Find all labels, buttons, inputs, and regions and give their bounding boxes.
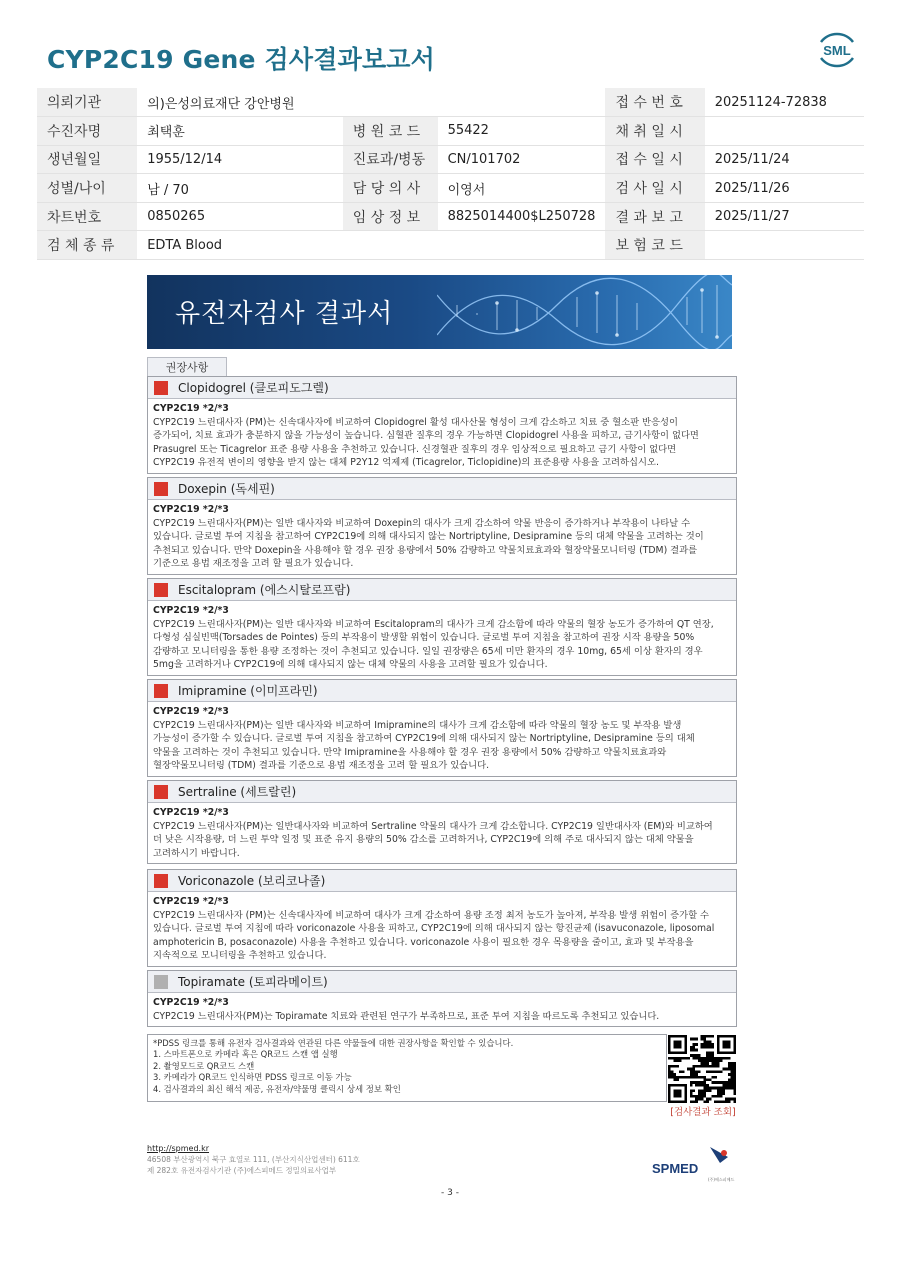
recommendation-header <box>148 377 736 399</box>
drug-name: Imipramine (이미프라민) <box>178 684 318 698</box>
recommendation-text-line: 있습니다. 글로벌 투여 지침에 따라 voriconazole 사용을 피하고, CYP2C19에 의해 대사되지 않는 항진균제 (isavuconazole, liposomal <box>153 923 715 934</box>
info-value: CN/101702 <box>438 145 606 174</box>
qr-code-icon[interactable] <box>668 1035 736 1103</box>
sml-logo-text: SML <box>823 43 851 58</box>
recommendation-body <box>148 892 736 966</box>
info-value: 이영서 <box>438 174 606 203</box>
result-banner <box>147 275 732 349</box>
info-value: 20251124-72838 <box>705 88 864 117</box>
info-value: 0850265 <box>137 202 343 231</box>
drug-name: Escitalopram (에스시탈로프람) <box>178 583 351 597</box>
info-value <box>705 231 864 260</box>
status-square-icon <box>154 583 168 597</box>
recommendation-text-line: 감량하고 모니터링을 통한 용량 조정하는 것이 추천되고 있습니다. 일일 권장량은 65세 미만 환자의 경우 10mg, 65세 이상 환자의 경우 <box>153 645 703 657</box>
genotype: CYP2C19 *2/*3 <box>153 706 229 717</box>
status-square-icon <box>154 785 168 799</box>
recommendation-text-line: 약물을 고려하는 것이 추천되고 있습니다. 만약 Imipramine을 사용해야 할 경우 권장 용량에서 50% 감량하고 약물치료효과와 <box>153 746 667 758</box>
recommendation-text-line: CYP2C19 느린대사자 (PM)는 신속대사자에 비교하여 Clopidogrel 활성 대사산물 형성이 크게 감소하고 치료 중 혈소판 반응성이 <box>153 416 678 428</box>
info-label: 보 험 코 드 <box>605 231 704 260</box>
sml-logo <box>815 28 859 72</box>
info-label: 의뢰기관 <box>37 88 137 117</box>
info-value: 2025/11/27 <box>705 202 864 231</box>
recommendation-header <box>148 971 736 993</box>
recommendation-section <box>147 970 737 1027</box>
drug-name: Doxepin (독세핀) <box>178 482 275 496</box>
info-label: 접 수 번 호 <box>605 88 704 117</box>
info-value: EDTA Blood <box>137 231 343 260</box>
info-row <box>37 145 864 174</box>
recommendation-body <box>148 702 736 776</box>
recommendation-text-line: CYP2C19 느린대사자(PM)는 Topiramate 치료와 관련된 연구가 부족하므로, 표준 투여 지침을 따르도록 추천되고 있습니다. <box>153 1010 660 1022</box>
info-value: 1955/12/14 <box>137 145 343 174</box>
info-row <box>37 231 864 260</box>
info-label: 임 상 정 보 <box>343 202 438 231</box>
recommendation-header <box>148 680 736 702</box>
genotype: CYP2C19 *2/*3 <box>153 807 229 818</box>
recommendation-text-line: CYP2C19 유전적 변이의 영향을 받지 않는 대체 P2Y12 억제제 (Ticagrelor, Ticlopidine)의 표준용량 사용을 고려하십시오. <box>153 457 659 468</box>
info-label: 결 과 보 고 <box>605 202 704 231</box>
recommendation-header <box>148 579 736 601</box>
recommendation-text-line: 더 낮은 시작용량, 더 느린 투약 일정 및 표준 유지 용량의 50% 감소를 고려하거나, CYP2C19에 의해 주로 대사되지 않는 대체 약물을 <box>153 834 694 845</box>
info-value: 남 / 70 <box>137 174 343 203</box>
recommendation-section <box>147 376 737 474</box>
info-label: 접 수 일 시 <box>605 145 704 174</box>
info-label: 수진자명 <box>37 117 137 146</box>
info-value: 의)은성의료재단 강안병원 <box>137 88 343 117</box>
recommendation-text-line: 기준으로 용법 재조정을 고려 할 필요가 있습니다. <box>153 558 354 569</box>
genotype: CYP2C19 *2/*3 <box>153 605 229 616</box>
qr-caption-link[interactable]: [검사결과 조회] <box>670 1107 736 1118</box>
status-square-icon <box>154 975 168 989</box>
info-row <box>37 174 864 203</box>
recommendation-section <box>147 679 737 777</box>
tab-recommendations: 권장사항 <box>147 357 227 377</box>
info-label <box>343 88 438 117</box>
recommendation-text-line: 추천되고 있습니다. 만약 Doxepin을 사용해야 할 경우 권장 용량에서 50% 감량하고 약물치료효과와 혈장약물모니터링 (TDM) 결과를 <box>153 544 698 556</box>
info-row <box>37 117 864 146</box>
info-label: 생년월일 <box>37 145 137 174</box>
pdss-line: *PDSS 링크를 통해 유전자 검사결과와 연관된 다른 약물들에 대한 권장사항을 확인할 수 있습니다. <box>153 1038 514 1048</box>
recommendation-body <box>148 803 736 863</box>
recommendation-text-line: CYP2C19 느린대사자(PM)는 일반대사자와 비교하여 Sertraline 약물의 대사가 크게 감소합니다. CYP2C19 일반대사자 (EM)와 비교하여 <box>153 820 713 832</box>
recommendation-text-line: 가능성이 증가할 수 있습니다. 글로벌 투여 지침을 참고하여 CYP2C19에 의해 대사되지 않는 Nortriptyline, Desipramine 등의 대체 <box>153 733 695 744</box>
drug-name: Sertraline (세트랄린) <box>178 785 297 799</box>
genotype: CYP2C19 *2/*3 <box>153 896 229 907</box>
recommendation-body <box>148 993 736 1026</box>
page-title: CYP2C19 Gene 검사결과보고서 <box>47 45 435 74</box>
genotype: CYP2C19 *2/*3 <box>153 997 229 1008</box>
info-value: 8825014400$L250728 <box>438 202 606 231</box>
genotype: CYP2C19 *2/*3 <box>153 403 229 414</box>
info-value <box>438 88 606 117</box>
pdss-line: 3. 카메라가 QR코드 인식하면 PDSS 링크로 이동 가능 <box>153 1072 352 1083</box>
pdss-line: 4. 검사결과의 최신 해석 제공, 유전자/약물명 클릭시 상세 정보 확인 <box>153 1083 401 1094</box>
genotype: CYP2C19 *2/*3 <box>153 504 229 515</box>
drug-name: Topiramate (토피라메이트) <box>178 975 328 989</box>
patient-info-table <box>37 88 864 260</box>
drug-name: Clopidogrel (클로피도그렐) <box>178 381 329 395</box>
recommendation-text-line: CYP2C19 느린대사자(PM)는 일반 대사자와 비교하여 Imipramine의 대사가 크게 감소함에 따라 약물의 혈장 농도 및 부작용 발생 <box>153 719 682 731</box>
pdss-line: 2. 촬영모드로 QR코드 스캔 <box>153 1060 255 1071</box>
spmed-logo <box>650 1143 735 1183</box>
recommendation-text-line: CYP2C19 느린대사자(PM)는 일반 대사자와 비교하여 Escitalopram의 대사가 크게 감소함에 따라 약물의 혈장 농도가 증가하여 QT 연장, <box>153 618 714 630</box>
footer-address: 46508 부산광역시 북구 효열로 111, (부산지식산업센터) 611호 <box>147 1155 360 1164</box>
recommendation-text-line: CYP2C19 느린대사자(PM)는 일반 대사자와 비교하여 Doxepin의 대사가 크게 감소하여 약물 반응이 증가하거나 부작용이 나타날 수 <box>153 517 691 529</box>
spmed-logo-sub: (주)에스피메드 <box>708 1177 735 1182</box>
recommendation-text-line: 증가되어, 치료 효과가 충분하지 않을 가능성이 높습니다. 심혈관 질후의 경우 가능하면 Clopidogrel 사용을 피하고, 금기사항이 없다면 <box>153 430 699 441</box>
info-value: 2025/11/24 <box>705 145 864 174</box>
recommendation-header <box>148 478 736 500</box>
recommendation-text-line: 있습니다. 글로벌 투여 지침을 참고하여 CYP2C19에 의해 대사되지 않는 Nortriptyline, Desipramine 등의 대체 약물을 고려하는 것이 <box>153 531 704 542</box>
recommendation-text-line: 다형성 심실빈맥(Torsades de Pointes) 등의 부작용이 발생할 위험이 있습니다. 글로벌 투여 지침을 참고하여 권장 시작 용량을 50% <box>153 632 695 643</box>
pdss-line: 1. 스마트폰으로 카메라 혹은 QR코드 스캔 앱 실행 <box>153 1049 338 1060</box>
info-label: 성별/나이 <box>37 174 137 203</box>
recommendation-body <box>148 500 736 574</box>
footer <box>147 1143 360 1176</box>
status-square-icon <box>154 874 168 888</box>
footer-license: 제 282호 유전자검사기관 (주)에스피메드 정밀의료사업부 <box>147 1166 337 1175</box>
recommendation-text-line: amphotericin B, posaconazole) 사용을 추천하고 있습니다. voriconazole 사용이 필요한 경우 목용량을 줄이고, 효과 및 부작용을 <box>153 936 694 948</box>
recommendation-section <box>147 477 737 575</box>
info-value: 2025/11/26 <box>705 174 864 203</box>
info-value <box>438 231 606 260</box>
info-label: 담 당 의 사 <box>343 174 438 203</box>
dna-helix-icon <box>437 275 732 349</box>
status-square-icon <box>154 684 168 698</box>
page-number: - 3 - <box>441 1188 459 1198</box>
recommendation-section <box>147 780 737 864</box>
recommendation-section <box>147 869 737 967</box>
recommendation-body <box>148 399 736 473</box>
info-label: 검 사 일 시 <box>605 174 704 203</box>
status-square-icon <box>154 381 168 395</box>
recommendation-header <box>148 870 736 892</box>
recommendation-header <box>148 781 736 803</box>
info-label <box>343 231 438 260</box>
info-label: 검 체 종 류 <box>37 231 137 260</box>
banner-title: 유전자검사 결과서 <box>175 299 394 329</box>
recommendation-text-line: 혈장약물모니터링 (TDM) 결과를 기준으로 용법 재조정을 고려 할 필요가 있습니다. <box>153 760 490 771</box>
info-label: 채 취 일 시 <box>605 117 704 146</box>
recommendation-text-line: 고려하시기 바랍니다. <box>153 847 240 859</box>
info-label: 병 원 코 드 <box>343 117 438 146</box>
info-label: 차트번호 <box>37 202 137 231</box>
recommendation-body <box>148 601 736 675</box>
drug-name: Voriconazole (보리코나졸) <box>178 874 326 888</box>
info-value <box>705 117 864 146</box>
info-row <box>37 202 864 231</box>
recommendation-text-line: Prasugrel 또는 Ticagrelor 표준 용량 사용을 추천하고 있습니다. 신경혈관 질후의 경우 임상적으로 필요하고 금기 사항이 없다면 <box>153 443 677 455</box>
spmed-logo-text: SPMED <box>652 1161 699 1176</box>
footer-url[interactable]: http://spmed.kr <box>147 1144 210 1153</box>
info-value: 최택훈 <box>137 117 343 146</box>
recommendation-section <box>147 578 737 676</box>
info-row <box>37 88 864 117</box>
pdss-info-box <box>147 1034 667 1102</box>
info-value: 55422 <box>438 117 606 146</box>
status-square-icon <box>154 482 168 496</box>
recommendation-text-line: CYP2C19 느린대사자 (PM)는 신속대사자에 비교하여 대사가 크게 감소하여 용량 조정 최저 농도가 높아져, 부작용 발생 위험이 증가할 수 <box>153 909 709 921</box>
info-label: 진료과/병동 <box>343 145 438 174</box>
recommendation-text-line: 5mg을 고려하거나 CYP2C19에 의해 대사되지 않는 대체 약물의 사용을 고려할 필요가 있습니다. <box>153 659 548 670</box>
recommendation-text-line: 지속적으로 모니터링을 추천하고 있습니다. <box>153 950 327 961</box>
